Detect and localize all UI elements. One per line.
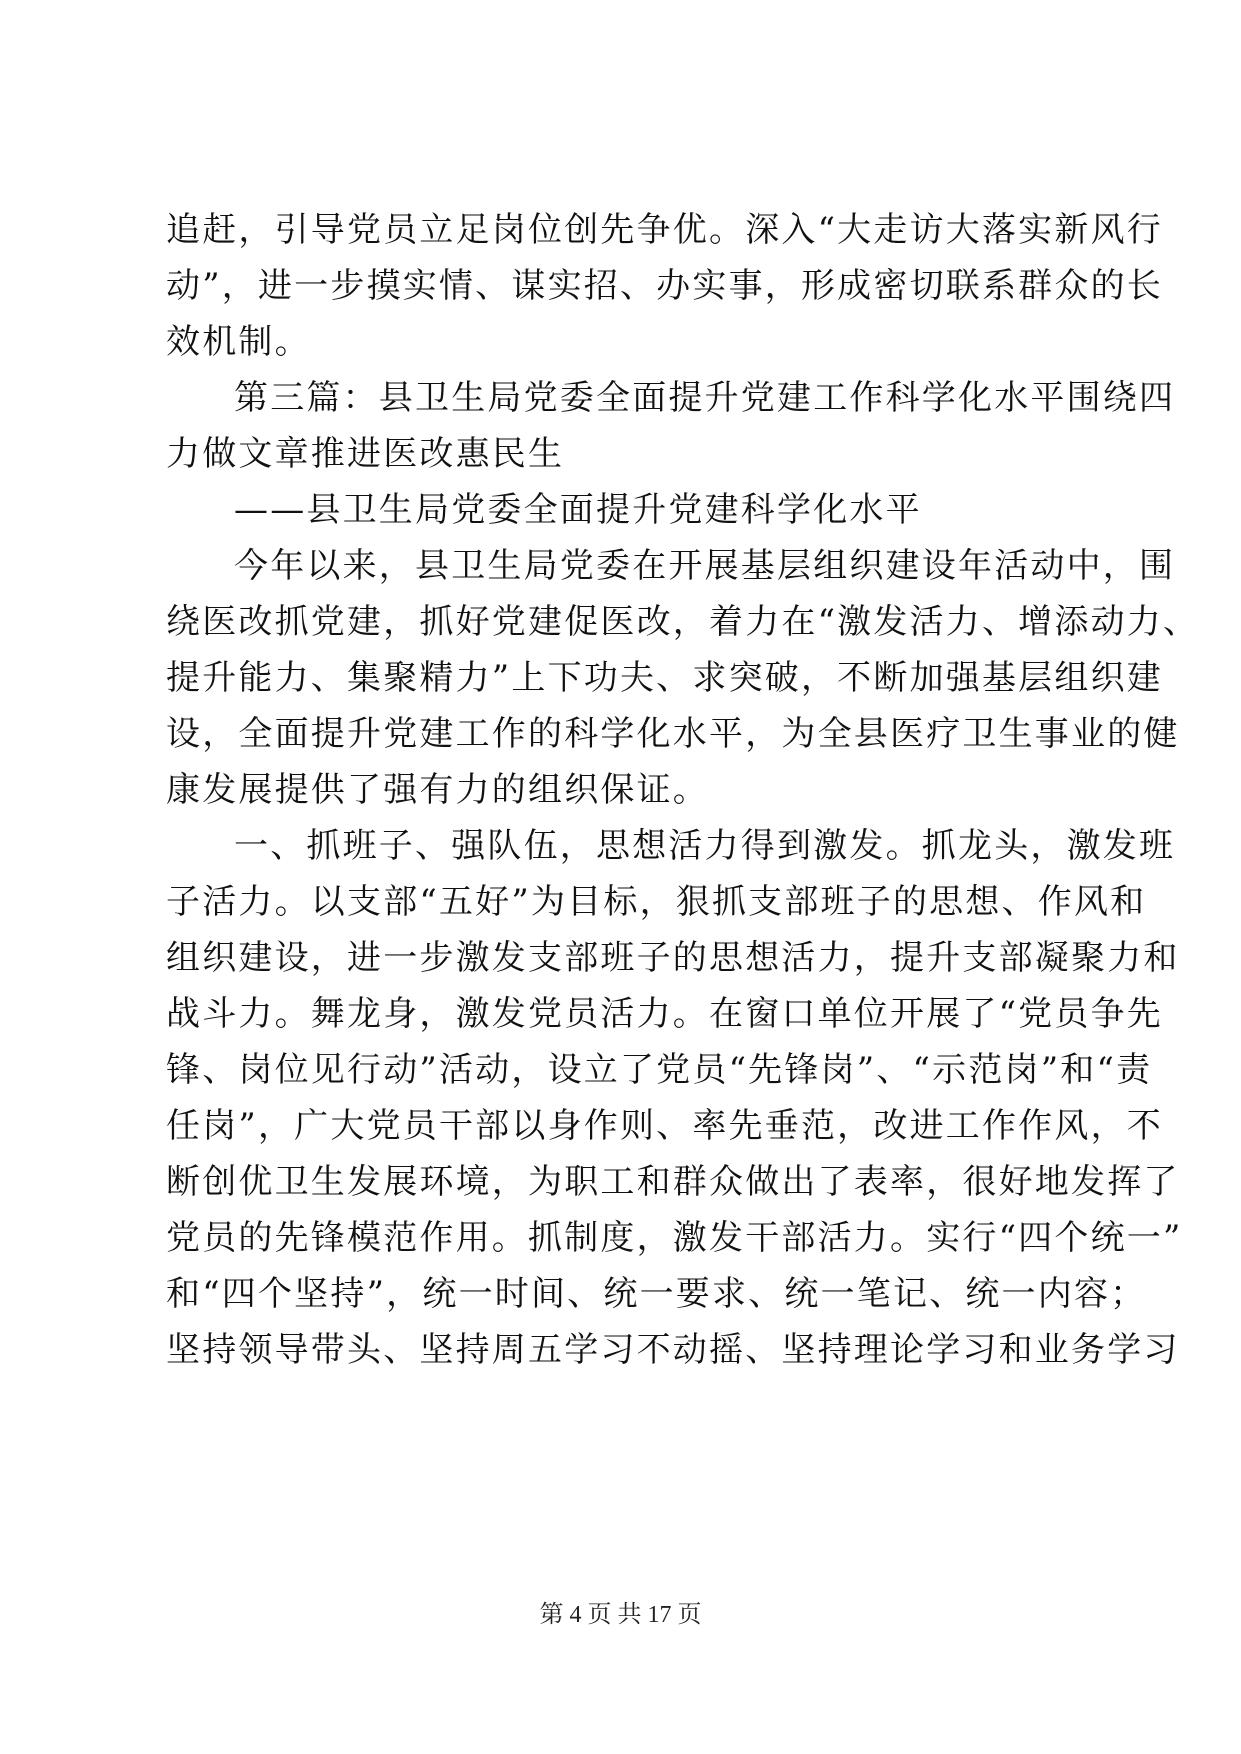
body-line: 断创优卫生发展环境，为职工和群众做出了表率，很好地发挥了: [166, 1162, 1180, 1202]
body-line: 绕医改抓党建，抓好党建促医改，着力在“激发活力、增添动力、: [166, 602, 1200, 642]
body-line: 锋、岗位见行动”活动，设立了党员“先锋岗”、“示范岗”和“责: [166, 1050, 1153, 1090]
body-line: 动”，进一步摸实情、谋实招、办实事，形成密切联系群众的长: [166, 266, 1163, 306]
body-line: 今年以来，县卫生局党委在开展基层组织建设年活动中，围: [234, 546, 1176, 586]
section-heading-line: 力做文章推进医改惠民生: [166, 434, 565, 474]
body-line: 组织建设，进一步激发支部班子的思想活力，提升支部凝聚力和: [166, 938, 1180, 978]
body-line: 设，全面提升党建工作的科学化水平，为全县医疗卫生事业的健: [166, 714, 1180, 754]
page-number: 第 4 页 共 17 页: [539, 1602, 702, 1628]
body-line: 任岗”，广大党员干部以身作则、率先垂范，改进工作作风，不: [166, 1106, 1163, 1146]
body-line: 子活力。以支部“五好”为目标，狠抓支部班子的思想、作风和: [166, 882, 1147, 922]
body-line: 一、抓班子、强队伍，思想活力得到激发。抓龙头，激发班: [234, 826, 1176, 866]
body-line: 效机制。: [166, 322, 311, 362]
body-line: 坚持领导带头、坚持周五学习不动摇、坚持理论学习和业务学习: [166, 1330, 1180, 1370]
body-line: 党员的先锋模范作用。抓制度，激发干部活力。实行“四个统一”: [166, 1218, 1183, 1258]
body-line: 康发展提供了强有力的组织保证。: [166, 770, 709, 810]
subtitle-line: ——县卫生局党委全面提升党建科学化水平: [234, 490, 922, 530]
body-line: 战斗力。舞龙身，激发党员活力。在窗口单位开展了“党员争先: [166, 994, 1163, 1034]
section-heading-line: 第三篇：县卫生局党委全面提升党建工作科学化水平围绕四: [234, 378, 1176, 418]
body-line: 追赶，引导党员立足岗位创先争优。深入“大走访大落实新风行: [166, 210, 1163, 250]
body-line: 和“四个坚持”，统一时间、统一要求、统一笔记、统一内容；: [166, 1274, 1147, 1314]
body-line: 提升能力、集聚精力”上下功夫、求突破，不断加强基层组织建: [166, 658, 1163, 698]
